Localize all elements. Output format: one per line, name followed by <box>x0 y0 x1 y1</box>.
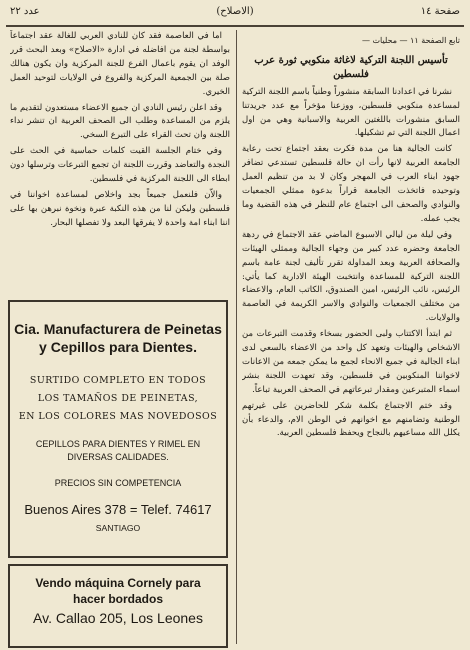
ad-products: CEPILLOS PARA DIENTES Y RIMEL EN DIVERSAS CALIDADES. <box>35 439 201 462</box>
issue-number: عدد ٢٢ <box>10 6 40 17</box>
article-paragraph: وفي ختام الجلسة القيت كلمات حماسية في الحث على النجدة والتعاضد وقررت اللجنة ان تجمع التبرعات وترسلها دون ابطاء الى اللجنة المركزية في فلسطين. <box>10 146 230 185</box>
ad-address: Buenos Aires 378 = Telef. 74617 <box>24 502 212 517</box>
ad-body: SURTIDO COMPLETO EN TODOS LOS TAMAÑOS DE PEINETAS, EN LOS COLORES MAS NOVEDOSOS <box>18 375 218 422</box>
page-number: صفحة ١٤ <box>420 6 460 17</box>
ad-title: Cia. Manufacturera de Peinetas y Cepillos para Dientes. <box>14 321 222 355</box>
article-paragraph: والاّن فلنعمل جميعاً بجد واخلاص لمساعدة اخواننا في فلسطين وليكن لنا من هذه النكبة عبرة ونخوة نبرهن بها على اننا ابناء امة واحدة لا يفرقها البعد ولا تفصلها البحار. <box>10 189 230 228</box>
page-header <box>8 2 462 22</box>
ad-address: Av. Callao 205, Los Leones <box>33 610 203 626</box>
article-paragraph: وقد ختم الاجتماع بكلمة شكر للحاضرين على غيرتهم الوطنية وتضامنهم مع اخوانهم في الوطن الام، والدعاء بأن يكلل الله مساعيهم بالنجاح ويحفظ فلسطين العربية. <box>242 400 460 439</box>
ad-prices: PRECIOS SIN COMPETENCIA <box>54 478 182 488</box>
article-paragraph: وقد اعلن رئيس النادي ان جميع الاعضاء مستعدون لتقديم ما يلزم من المساعدة وطلب الى الصحف العربية ان تنشر نداء اللجنة وان تحث القراء على التبرع السخي. <box>10 102 230 141</box>
article-paragraph: ثم ابتدأ الاكتتاب ولبى الحضور بسخاء وقدمت التبرعات من الاشخاص والهيئات وتعهد كل واحد من الاعضاء بالسعي لدى ابناء الجالية في جميع الانحاء لجمع ما يمكن جمعه من الاعانات لاخواننا المنكوبين في فلسطين، وقد تعهدت اللجنة بنشر اسماء المتبرعين ومقدار تبرعاتهم في الصحف العربية تباعاً. <box>242 329 460 395</box>
article-paragraph: نشرنا في اعدادنا السابقة منشوراً وطنياً باسم اللجنة التركية لمساعدة منكوبي فلسطين، ووزعنا مؤخراً مع عدد جريدتنا السابق منشورات باللغتين العربية والاسبانية وهي من اول اعمال اللجنة التي تم تشكيلها. <box>242 86 460 139</box>
column-divider <box>236 30 237 644</box>
header-rule <box>6 25 464 27</box>
advertisement-peinetas <box>8 300 228 558</box>
ad-title: Vendo máquina Cornely para hacer bordados <box>35 576 201 606</box>
article-paragraph: اما في العاصمة فقد كان للنادي العربي للغالة عقد اجتماعاً بواسطة لجنة من افاضله في ادارة «الاصلاح» وبعد البحث قرر الوفد ان يقوم باعمال الفرع للجنة المركزية وان يكون هنالك صلة بين الجمعية المركزية والفروع في الولايات لتوحيد العمل الخيري. <box>10 31 230 97</box>
right-column-article <box>242 30 460 642</box>
advertisement-cornely <box>8 564 228 648</box>
article-kicker: تابع الصفحة ١١ — محليات — <box>361 36 460 45</box>
newspaper-title: (الاصلاح) <box>216 6 254 17</box>
article-paragraph: وفي ليلة من ليالي الاسبوع الماضي عقد الاجتماع في ردهة الجامعة وحضره عدد كبير من وجهاء الجالية وممثلي الهيئات والصحافة العربية وبعد المداولة تقرر تأليف لجنة عامة باسم اللجنة التركية للمساعدة وانتخبت الهيئة الادارية كما يأتي: الرئيس، نائب الرئيس، امين الصندوق، الكاتب العام، والاعضاء من مختلف الجمعيات والنوادي والاسر الكريمة في العاصمة والولايات. <box>242 229 460 324</box>
left-column-article <box>10 30 230 298</box>
article-headline: تأسيس اللجنة التركية لاغاثة منكوبي ثورة عرب فلسطين <box>254 54 448 80</box>
ad-city: SANTIAGO <box>95 523 141 533</box>
article-paragraph: كانت الجالية هنا من مدة فكرت بعقد اجتماع تحت رعاية الجامعة العربية لانها رأت ان حالة فلسطين تستدعي تضافر جهود ابناء العرب في المهجر وكان لا بد من تنظيم العمل وتوحيده فاتخذت الجامعة قراراً بدعوة ممثلي الجمعيات والنوادي والصحف الى اجتماع عام للنظر في هذه القضية وما يجب عمله. <box>242 144 460 224</box>
